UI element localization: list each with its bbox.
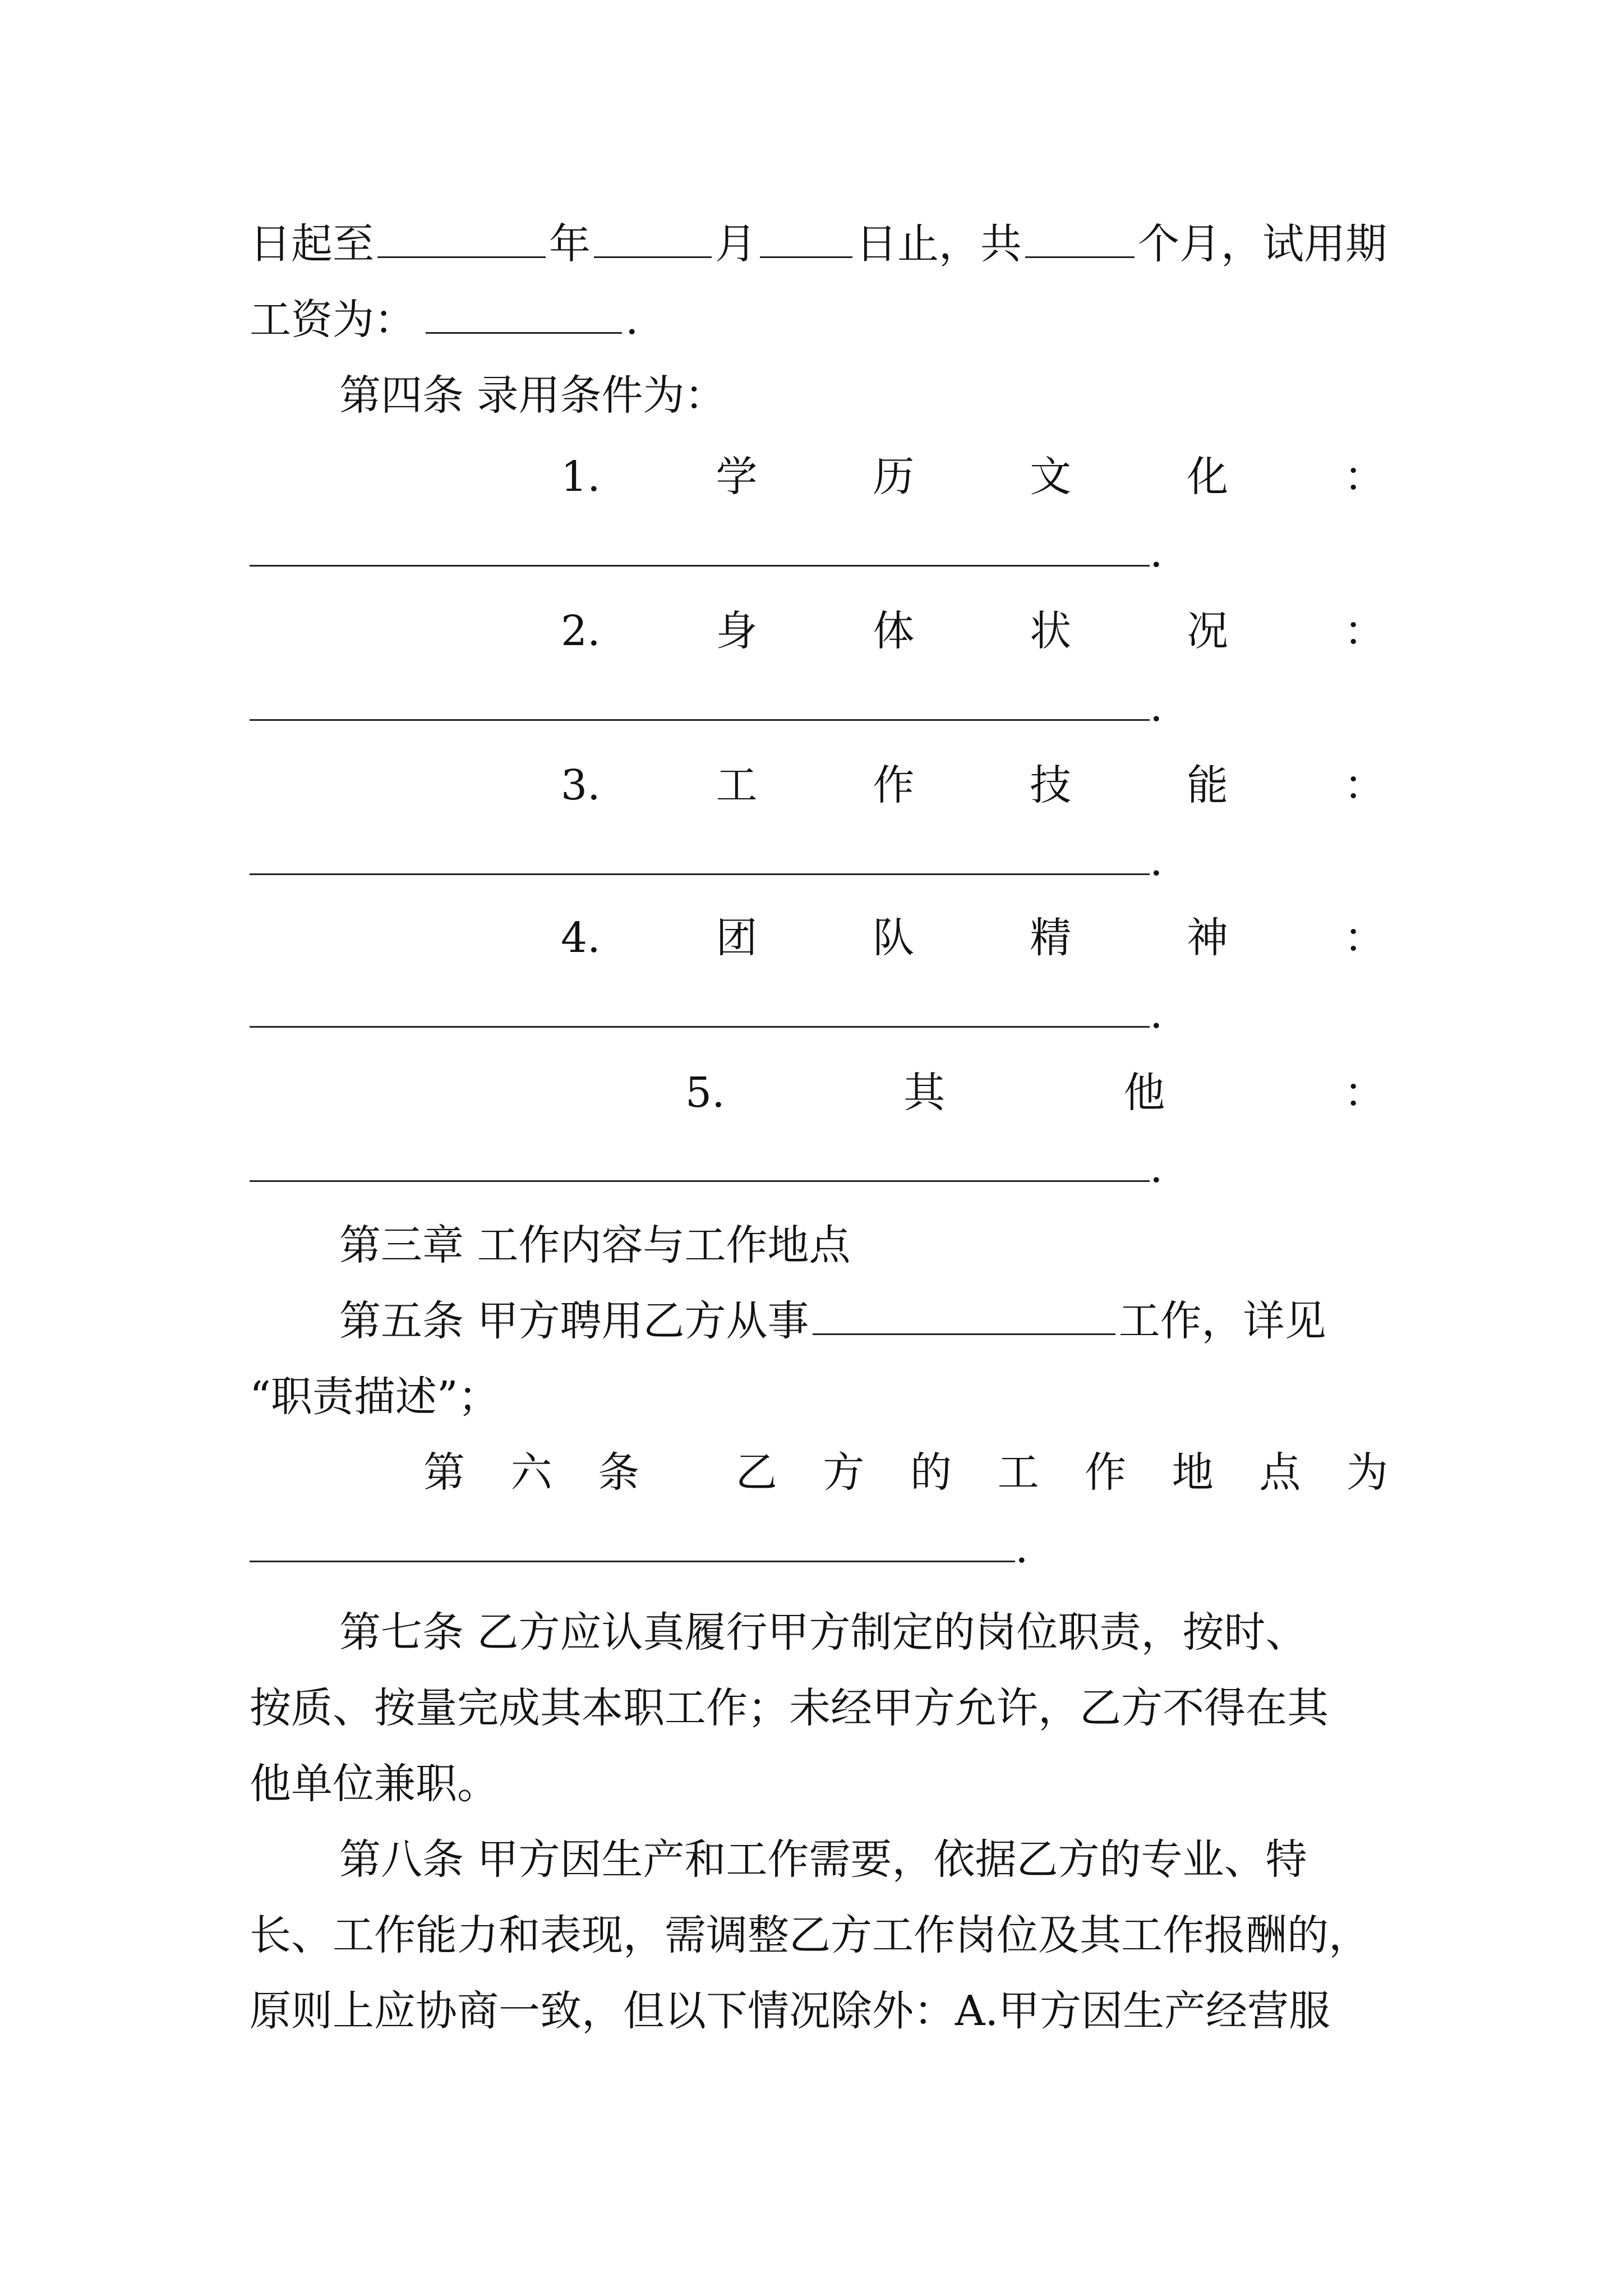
text-period: . [1150,528,1163,577]
text-period: . [625,296,639,344]
text-period: . [1015,1524,1029,1572]
condition-char: 工 [716,761,758,809]
condition-char: 况 [1187,607,1229,655]
probation-wage-line [250,286,1388,353]
condition-char: 技 [1030,761,1072,809]
art6-char: 工 [997,1448,1039,1497]
art6-char: 的 [910,1448,952,1497]
art6-char: 条 [598,1448,640,1497]
condition-char: 队 [873,914,915,962]
condition-1-blank[interactable] [250,523,1150,567]
condition-2-blank-line [250,673,1163,740]
condition-char: 精 [1030,914,1072,962]
article-5-line-2: “职责描述”； [250,1373,500,1421]
article-7-line-1: 第七条 乙方应认真履行甲方制定的岗位职责，按时、 [339,1608,1307,1657]
condition-colon: ： [1343,914,1385,962]
art6-char: 六 [510,1448,552,1497]
condition-char: 历 [873,453,915,501]
condition-char: 其 [903,1069,946,1117]
article-4-heading: 第四条 录用条件为： [339,371,726,420]
condition-3-blank[interactable] [250,832,1150,875]
art6-char: 乙 [735,1448,777,1497]
condition-char: 作 [873,761,915,809]
month-blank[interactable] [594,215,712,258]
condition-char: 学 [716,453,758,501]
condition-number: 1. [561,453,601,501]
text-period: . [1150,1144,1163,1192]
day-blank[interactable] [760,215,852,258]
condition-number: 4. [561,914,601,962]
condition-char: 他 [1123,1069,1165,1117]
text-period: . [1150,990,1163,1038]
article-8-line-2: 长、工作能力和表现，需调整乙方工作岗位及其工作报酬的， [250,1911,1370,1959]
text-day-total: 日止，共 [856,220,1022,268]
condition-char: 状 [1030,607,1072,655]
art6-char: 作 [1085,1448,1127,1497]
condition-char: 文 [1030,453,1072,501]
text-from: 日起至 [250,220,374,268]
chapter-3-heading: 第三章 工作内容与工作地点 [339,1221,851,1269]
condition-colon: ： [1343,453,1385,501]
condition-2 [561,597,1385,665]
condition-number: 3. [561,761,601,809]
job-blank[interactable] [813,1292,1115,1335]
work-location-blank[interactable] [250,1519,1015,1562]
text-months-probation: 个月，试用期 [1138,220,1387,268]
art6-char: 为 [1346,1448,1388,1497]
article-8-line-1: 第八条 甲方因生产和工作需要，依据乙方的专业、特 [339,1835,1307,1884]
text-period: . [1150,683,1163,731]
art6-char: 点 [1259,1448,1301,1497]
condition-3-blank-line [250,827,1163,895]
condition-4-blank[interactable] [250,984,1150,1028]
condition-char: 身 [716,607,758,655]
article-7-line-2: 按质、按量完成其本职工作；未经甲方允许，乙方不得在其 [250,1684,1329,1732]
condition-1 [561,443,1385,510]
text-art5-start: 第五条 甲方聘用乙方从事 [339,1297,809,1345]
condition-5-blank[interactable] [250,1139,1150,1182]
condition-4 [561,904,1385,972]
condition-number: 5. [685,1069,725,1117]
text-year: 年 [549,220,591,268]
condition-colon: ： [1343,1069,1385,1117]
condition-char: 体 [873,607,915,655]
article-6-line [423,1439,1388,1506]
art6-char: 方 [823,1448,865,1497]
condition-3 [561,752,1385,819]
condition-5-blank-line [250,1134,1163,1202]
probation-period-line [250,210,1388,278]
condition-5 [685,1059,1385,1126]
article-7-line-3: 他单位兼职。 [250,1760,499,1808]
year-blank[interactable] [377,215,546,258]
condition-2-blank[interactable] [250,678,1150,721]
art6-char: 地 [1172,1448,1214,1497]
article-6-blank-line [250,1515,1029,1582]
text-wage: 工资为： [250,296,416,344]
condition-4-blank-line [250,980,1163,1047]
article-8-line-3: 原则上应协商一致，但以下情况除外：A.甲方因生产经营服 [250,1987,1330,2035]
text-month: 月 [715,220,757,268]
condition-char: 化 [1187,453,1229,501]
text-period: . [1150,837,1163,885]
condition-char: 能 [1187,761,1229,809]
months-blank[interactable] [1025,215,1135,258]
wage-blank[interactable] [426,291,622,334]
article-5-line-1 [339,1287,1388,1355]
condition-colon: ： [1343,761,1385,809]
condition-colon: ： [1343,607,1385,655]
condition-number: 2. [561,607,601,655]
condition-char: 团 [716,914,758,962]
condition-char: 神 [1187,914,1229,962]
condition-1-blank-line [250,519,1163,586]
text-art5-end: 工作，详见 [1118,1297,1326,1345]
art6-char: 第 [423,1448,465,1497]
